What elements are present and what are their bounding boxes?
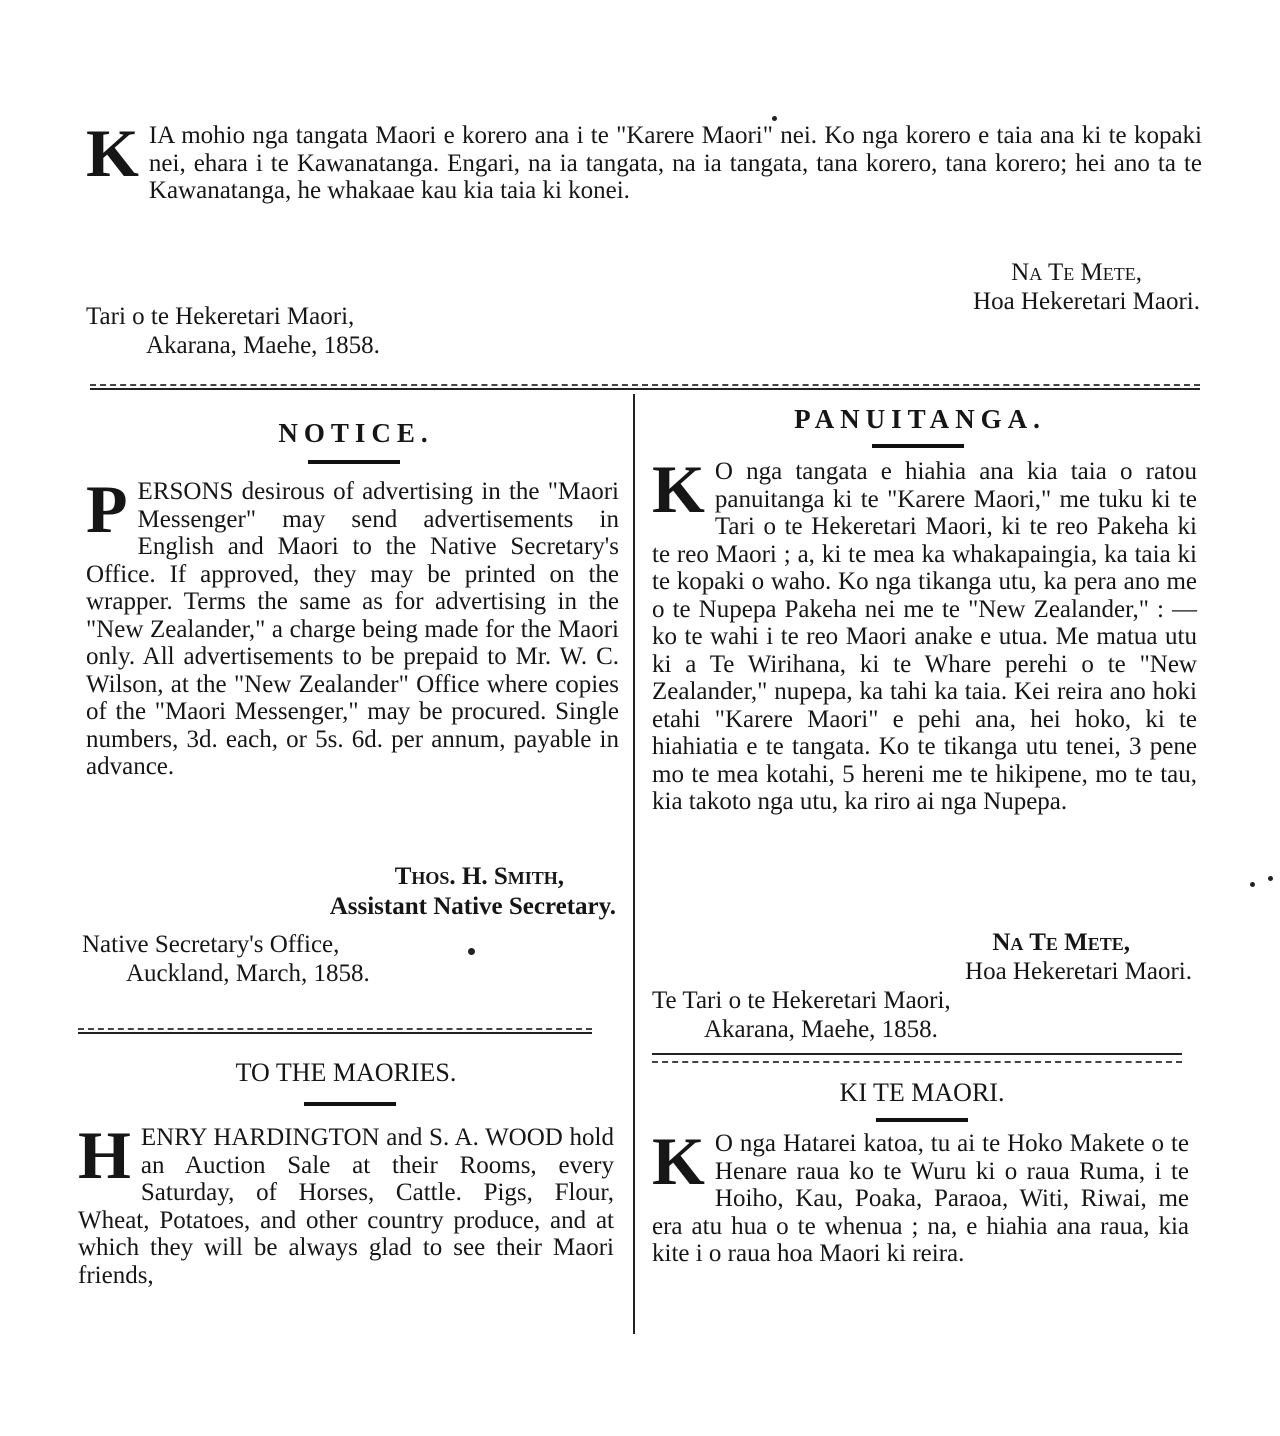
top-notice-text: IA mohio nga tangata Maori e korero ana i te "Karere Maori" nei. Ko nga korero e taia ana ki te kopaki nei, ehara i te Kawanatanga. Engari, na ia tangata, na ia tangata, tana korero, tana korero; hei ano ta te Kawanatanga, he whakaae kau kia taia ki konei. — [148, 122, 1202, 204]
to-the-maories-text: ENRY HARDINGTON and S. A. WOOD hold an Auction Sale at their Rooms, every Saturday, of Horses, Cattle. Pigs, Flour, Wheat, Potatoes, and other country produce, and at which they will be always glad to see their Maori friends, — [78, 1124, 614, 1289]
top-separator-solid — [90, 388, 1200, 390]
notice-heading: NOTICE. — [278, 418, 434, 448]
top-notice-signature — [800, 258, 1200, 316]
panuitanga-paragraph — [652, 451, 1197, 816]
left-separator — [78, 1028, 592, 1030]
to-the-maories-heading-rule — [304, 1102, 396, 1106]
left-separator-solid — [78, 1032, 592, 1034]
scan-speck — [1268, 876, 1273, 881]
top-notice-signature-name: Na Te Mete, — [1011, 259, 1142, 286]
panuitanga-signature-name: Na Te Mete, — [992, 929, 1130, 956]
to-the-maories-dropcap: H — [78, 1117, 131, 1193]
ki-te-maori-heading: KI TE MAORI. — [839, 1078, 1005, 1107]
notice-dropcap: P — [86, 471, 128, 547]
ki-te-maori-dropcap: K — [652, 1123, 705, 1199]
panuitanga-office-name: Te Tari o te Hekeretari Maori, — [652, 987, 951, 1014]
scan-speck — [1250, 882, 1255, 887]
column-divider — [633, 394, 635, 1334]
notice-place-date: Auckland, March, 1858. — [126, 960, 370, 987]
ki-te-maori-text: O nga Hatarei katoa, tu ai te Hoko Makete o te Henare raua ko te Wuru ki o raua Ruma, i te Hoiho, Kau, Poaka, Paraoa, Witi, Riwai, me era atu hua o te whenua ; na, e hiahia ana raua, kia kite i o raua hoa Maori ki reira. — [652, 1130, 1189, 1267]
scan-speck — [772, 116, 777, 121]
top-notice-signature-title: Hoa Hekeretari Maori. — [973, 288, 1200, 315]
panuitanga-signature — [800, 928, 1192, 986]
to-the-maories-body — [78, 1117, 614, 1289]
to-the-maories-heading: TO THE MAORIES. — [235, 1058, 457, 1087]
panuitanga-signature-title: Hoa Hekeretari Maori. — [965, 958, 1192, 985]
notice-office — [82, 930, 370, 988]
panuitanga-body — [652, 451, 1197, 816]
panuitanga-place-date: Akarana, Maehe, 1858. — [704, 1016, 938, 1043]
panuitanga-heading-rule — [872, 444, 964, 448]
ki-te-maori-body — [652, 1123, 1189, 1268]
notice-office-name: Native Secretary's Office, — [82, 931, 340, 958]
panuitanga-office — [652, 986, 951, 1044]
scan-speck — [468, 948, 475, 955]
panuitanga-text: O nga tangata e hiahia ana kia taia o ratou panuitanga ki te "Karere Maori," me tuku ki te Tari o te Hekeretari Maori, ki te reo Pakeha ki te reo Maori ; a, ki te mea ka whakapaingia, ka taia ki te kopaki o waho. Ko nga tikanga utu, ka pera ano me o te Nupepa Pakeha nei me te "New Zealander," : —ko te wahi i te reo Maori anake e utua. Me matua utu ki a Te Wirihana, ki te Whare perehi o te "New Zealander," nupepa, ka tahi ka taia. Kei reira ano hoki etahi "Karere Maori" e pehi ana, hei hoko, ki te hiahiatia e te tangata. Ko te tikanga utu tenei, 3 pene mo te mea kotahi, 5 hereni me te hikipene, mo te tau, kia takoto nga utu, ka riro ai nga Nupepa. — [652, 458, 1197, 815]
notice-heading-rule — [308, 460, 400, 464]
top-notice-office-name: Tari o te Hekeretari Maori, — [86, 303, 355, 330]
top-notice-dropcap: K — [86, 115, 139, 191]
panuitanga-dropcap: K — [652, 451, 705, 527]
to-the-maories-paragraph — [78, 1117, 614, 1289]
notice-body — [86, 471, 619, 781]
right-separator-solid — [652, 1053, 1182, 1055]
notice-paragraph — [86, 471, 619, 781]
notice-signature-title: Assistant Native Secretary. — [329, 893, 616, 920]
notice-signature — [260, 862, 616, 922]
top-notice — [86, 115, 1202, 205]
ki-te-maori-heading-rule — [876, 1118, 968, 1122]
right-separator — [652, 1061, 1182, 1063]
top-notice-place-date: Akarana, Maehe, 1858. — [146, 332, 380, 359]
notice-text: ERSONS desirous of advertising in the "Maori Messenger" may send advertisements in English and Maori to the Native Secretary's Office. If approved, they may be printed on the wrapper. Terms the same as for advertising in the "New Zealander," a charge being made for the Maori only. All advertisements to be prepaid to Mr. W. C. Wilson, at the "New Zealander" Office where copies of the "Maori Messenger," may be procured. Single numbers, 3d. each, or 5s. 6d. per annum, payable in advance. — [86, 478, 619, 780]
panuitanga-heading: PANUITANGA. — [794, 404, 1046, 434]
top-separator — [90, 384, 1200, 386]
ki-te-maori-paragraph — [652, 1123, 1189, 1268]
top-notice-paragraph — [86, 115, 1202, 205]
top-notice-office — [86, 302, 380, 360]
notice-signature-name: Thos. H. Smith, — [394, 863, 564, 890]
